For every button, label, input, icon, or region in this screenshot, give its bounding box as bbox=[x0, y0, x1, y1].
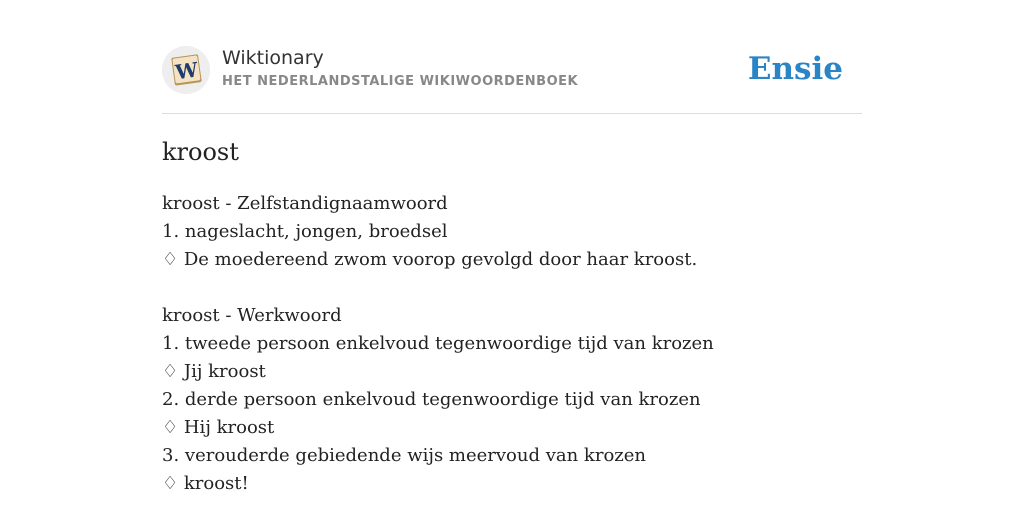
site-header bbox=[162, 0, 862, 114]
page bbox=[162, 0, 862, 494]
entry-spacer bbox=[162, 274, 862, 302]
example-line: ♢ Hij kroost bbox=[162, 417, 275, 438]
brand-name[interactable]: Wiktionary bbox=[222, 47, 324, 69]
wiktionary-logo-icon[interactable] bbox=[162, 46, 210, 94]
page-title: kroost bbox=[162, 138, 239, 166]
brand-tagline: HET NEDERLANDSTALIGE WIKIWOORDENBOEK bbox=[222, 74, 579, 89]
definition-line: 1. tweede persoon enkelvoud tegenwoordige tijd van krozen bbox=[162, 333, 714, 354]
svg-text:W: W bbox=[173, 57, 200, 85]
definition-line: 2. derde persoon enkelvoud tegenwoordige tijd van krozen bbox=[162, 389, 701, 410]
definition-line: 3. verouderde gebiedende wijs meervoud van krozen bbox=[162, 445, 647, 466]
example-line: ♢ kroost! bbox=[162, 473, 249, 494]
ensie-logo[interactable]: Ensie bbox=[747, 51, 843, 87]
entry-heading: kroost - Werkwoord bbox=[162, 305, 342, 326]
definition-content bbox=[162, 190, 862, 498]
definition-line: 1. nageslacht, jongen, broedsel bbox=[162, 221, 448, 242]
example-line: ♢ Jij kroost bbox=[162, 361, 266, 382]
entry-noun bbox=[162, 190, 862, 274]
entry-verb bbox=[162, 302, 862, 498]
entry-heading: kroost - Zelfstandignaamwoord bbox=[162, 193, 448, 214]
example-line: ♢ De moedereend zwom voorop gevolgd door haar kroost. bbox=[162, 249, 698, 270]
brand bbox=[222, 46, 578, 90]
